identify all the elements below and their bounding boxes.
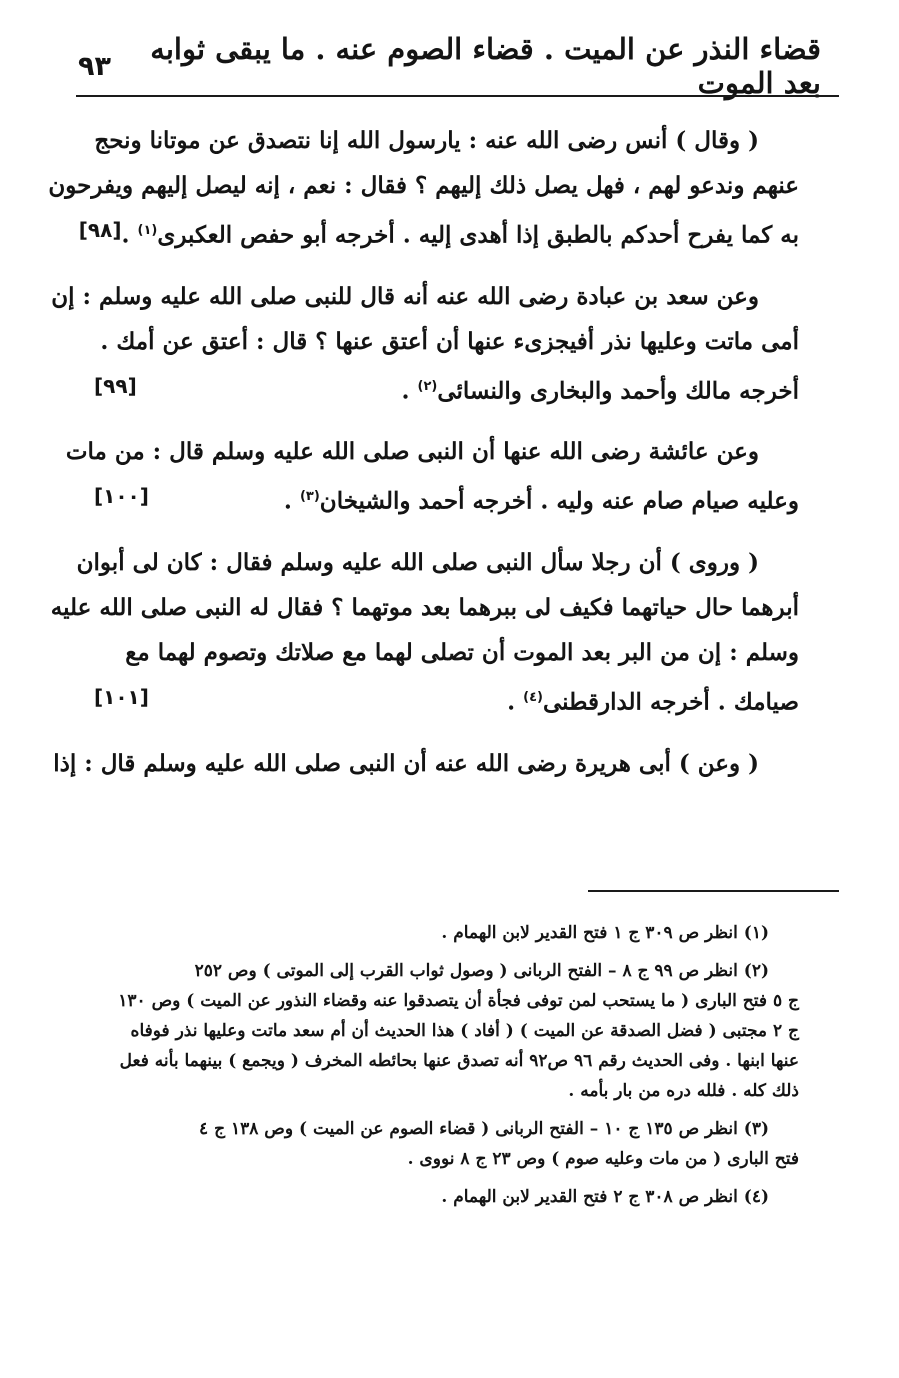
paragraph <box>48 118 799 258</box>
footnote-line: ج ٥ فتح البارى ( ما يستحب لمن توفى فجأة أن يتصدقوا عنه وقضاء النذور عن الميت ) وص ١٣٠ <box>118 991 799 1011</box>
footnote-line: فتح البارى ( من مات وعليه صوم ) وص ٢٣ ج ٨ نووى . <box>407 1149 799 1169</box>
footnote <box>94 956 799 1106</box>
text-line: ( وعن ) أبى هريرة رضى الله عنه أن النبى صلى الله عليه وسلم قال : إذا <box>53 749 759 777</box>
paragraph <box>53 741 799 786</box>
footnote-line: ذلك كله . فلله دره من بار بأمه . <box>568 1081 799 1101</box>
paragraph <box>50 540 799 725</box>
text-line <box>94 675 799 725</box>
text-line: وسلم : إن من البر بعد الموت أن تصلى لهما مع صلاتك وتصوم لهما مع <box>125 638 799 666</box>
main-text <box>48 118 799 802</box>
footnote-divider <box>588 890 839 892</box>
footnote-ref: (٢) <box>417 378 438 394</box>
footnote-line: ج ٢ مجتبى ( فضل الصدقة عن الميت ) ( أفاد ) هذا الحديث أن أم سعد ماتت وعليها نذر فوفاه <box>130 1021 799 1041</box>
running-header <box>78 32 821 100</box>
page-number: ٩٣ <box>78 50 111 82</box>
text-line: أمى ماتت وعليها نذر أفيجزىء عنها أن أعتق عنها ؟ قال : أعتق عن أمك . <box>100 327 799 355</box>
text-line: ( وقال ) أنس رضى الله عنه : يارسول الله إنا نتصدق عن موتانا ونحج <box>94 127 759 154</box>
text-line: وعن عائشة رضى الله عنها أن النبى صلى الله عليه وسلم قال : من مات <box>65 438 759 466</box>
hadith-number: [٩٨] <box>78 218 122 242</box>
text-line: ( وروى ) أن رجلا سأل النبى صلى الله عليه وسلم فقال : كان لى أبوان <box>76 548 759 576</box>
footnote-line: عنها ابنها . وفى الحديث رقم ٩٦ ص٩٢ أنه تصدق عنها بحائطه المخرف ( ويجمع ) بينهما بأنه فعل <box>119 1051 799 1071</box>
footnote-ref: (٤) <box>523 689 543 705</box>
line-text: صيامك . أخرجه الدارقطنى$^{(٤)}$ . <box>507 688 799 716</box>
hadith-number: [١٠٠] <box>94 484 149 509</box>
line-text: به كما يفرح أحدكم بالطبق إذا أهدى إليه . أخرجه أبو حفص العكبرى$^{(١)}$ . <box>121 221 799 249</box>
text-line <box>94 474 799 524</box>
footnote-line: (١) انظر ص ٣٠٩ ج ١ فتح القدير لابن الهمام . <box>441 923 769 943</box>
line-text: وعليه صيام صام عنه وليه . أخرجه أحمد والشيخان$^{(٣)}$ . <box>283 487 799 515</box>
text-line: وعن سعد بن عبادة رضى الله عنه أنه قال للنبى صلى الله عليه وسلم : إن <box>51 282 759 310</box>
footnote-ref: (٣) <box>299 489 320 505</box>
text-line: عنهم وندعو لهم ، فهل يصل ذلك إليهم ؟ فقال : نعم ، إنه ليصل إليهم ويفرحون <box>48 172 799 199</box>
footnote-line: (٤) انظر ص ٣٠٨ ج ٢ فتح القدير لابن الهمام . <box>441 1187 769 1207</box>
hadith-number: [٩٩] <box>94 373 137 398</box>
header-divider <box>76 95 839 97</box>
footnote-line: (٣) انظر ص ١٣٥ ج ١٠ – الفتح الربانى ( قضاء الصوم عن الميت ) وص ١٣٨ ج ٤ <box>199 1119 769 1139</box>
footnote <box>94 918 799 948</box>
line-text: أخرجه مالك وأحمد والبخارى والنسائى$^{(٢)}$ . <box>401 377 799 405</box>
text-line <box>94 364 799 414</box>
paragraph <box>65 429 799 524</box>
footnotes <box>94 918 799 1220</box>
header-title: قضاء النذر عن الميت . قضاء الصوم عنه . ما يبقى ثوابه بعد الموت <box>150 32 821 100</box>
text-line: أبرهما حال حياتهما فكيف لى ببرهما بعد موتهما ؟ فقال له النبى صلى الله عليه <box>50 593 799 621</box>
footnote <box>94 1182 799 1212</box>
footnote <box>94 1114 799 1174</box>
footnote-ref: (١) <box>137 223 158 238</box>
text-line <box>78 208 799 258</box>
hadith-number: [١٠١] <box>94 684 149 709</box>
footnote-line: (٢) انظر ص ٩٩ ج ٨ – الفتح الربانى ( وصول ثواب القرب إلى الموتى ) وص ٢٥٢ <box>194 961 769 981</box>
paragraph <box>51 274 799 414</box>
